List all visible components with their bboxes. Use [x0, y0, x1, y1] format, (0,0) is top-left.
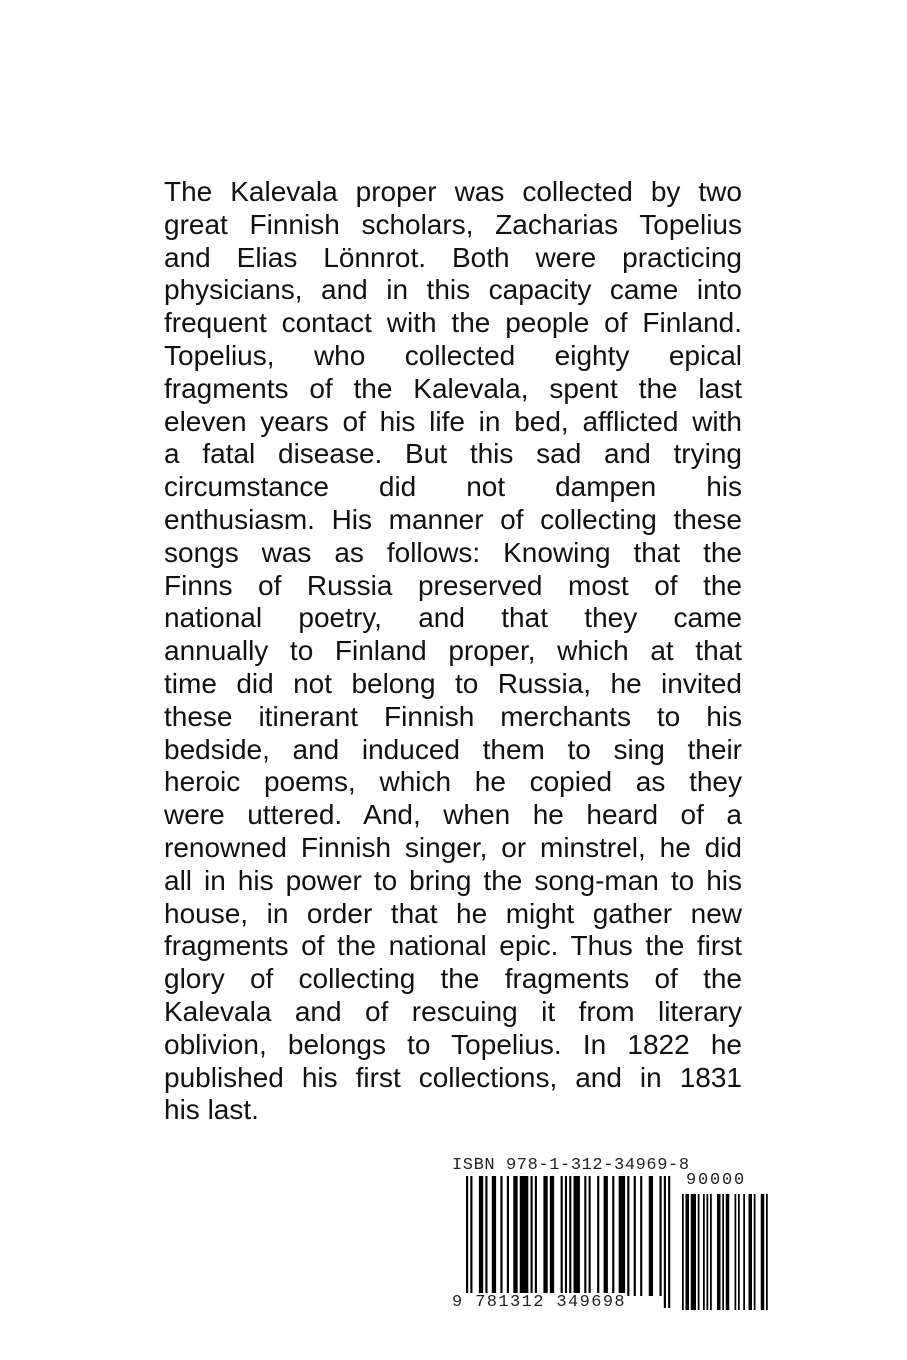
barcode-bar: [619, 1176, 625, 1296]
barcode-bar: [726, 1194, 730, 1310]
barcode-bar: [531, 1176, 533, 1296]
barcode-bar: [682, 1194, 684, 1310]
barcode-bar: [500, 1176, 502, 1296]
barcode-bar: [612, 1176, 614, 1296]
blurb-line-3: and Elias Lönnrot. Both were practicing: [164, 241, 742, 273]
barcode-bar: [707, 1194, 709, 1310]
barcode-bar: [520, 1176, 529, 1296]
barcode-bar: [485, 1176, 487, 1296]
barcode-bar: [691, 1194, 696, 1310]
price-addon-number: 90000: [686, 1171, 747, 1190]
barcode-bar: [589, 1176, 591, 1296]
barcode-bar: [749, 1194, 753, 1310]
ean-digits: 9 781312 349698: [452, 1293, 627, 1312]
blurb-line-29: his last.: [164, 1094, 259, 1126]
ean-barcode-bars: [466, 1176, 672, 1312]
barcode-bar: [507, 1176, 509, 1296]
barcode-bar: [703, 1194, 705, 1310]
blurb-line-11: enthusiasm. His manner of collecting these: [164, 503, 742, 535]
blurb-line-5: frequent contact with the people of Finland.: [164, 307, 742, 339]
addon-barcode: [682, 1194, 768, 1314]
blurb-line-25: glory of collecting the fragments of the: [164, 963, 742, 995]
barcode-bar: [738, 1194, 740, 1310]
barcode-bar: [649, 1176, 653, 1296]
barcode-bar: [569, 1176, 571, 1308]
blurb-line-20: were uttered. And, when he heard of a: [164, 799, 742, 831]
barcode-bar: [735, 1194, 737, 1310]
barcode-bar: [604, 1176, 608, 1296]
barcode-bar: [466, 1176, 468, 1308]
blurb-line-12: songs was as follows: Knowing that the: [164, 536, 742, 568]
barcode-bar: [766, 1194, 768, 1310]
blurb-line-21: renowned Finnish singer, or minstrel, he did: [164, 831, 742, 863]
blurb-line-15: annually to Finland proper, which at that: [164, 635, 742, 667]
barcode-bar: [513, 1176, 517, 1296]
barcode-bar: [561, 1176, 563, 1296]
blurb-line-13: Finns of Russia preserved most of the: [164, 569, 742, 601]
barcode-bar: [565, 1176, 567, 1308]
barcode-bar: [584, 1176, 586, 1296]
barcode-bar: [710, 1194, 712, 1310]
barcode-bar: [574, 1176, 580, 1296]
blurb-line-19: heroic poems, which he copied as they: [164, 766, 742, 798]
barcode-bar: [597, 1176, 599, 1296]
blurb-line-18: bedside, and induced them to sing their: [164, 733, 742, 765]
blurb-line-10: circumstance did not dampen his: [164, 471, 742, 503]
ean-barcode: [466, 1176, 672, 1312]
blurb-line-14: national poetry, and that they came: [164, 602, 742, 634]
barcode-bar: [640, 1176, 642, 1296]
barcode-bar: [550, 1176, 554, 1296]
blurb-line-23: house, in order that he might gather new: [164, 897, 742, 929]
blurb-line-7: fragments of the Kalevala, spent the last: [164, 372, 742, 404]
addon-barcode-bars: [682, 1194, 768, 1314]
blurb-line-2: great Finnish scholars, Zacharias Topelius: [164, 208, 742, 240]
barcode-bar: [627, 1176, 629, 1296]
blurb-line-22: all in his power to bring the song-man to his: [164, 864, 742, 896]
barcode-bar: [754, 1194, 756, 1310]
barcode-bar: [634, 1176, 636, 1296]
blurb-line-9: a fatal disease. But this sad and trying: [164, 438, 742, 470]
barcode-bar: [698, 1194, 700, 1310]
isbn-label: ISBN 978-1-312-34969-8: [452, 1156, 690, 1175]
barcode-bar: [479, 1176, 483, 1296]
barcode-bar: [535, 1176, 537, 1296]
barcode-bar: [470, 1176, 472, 1308]
barcode-bar: [664, 1176, 666, 1308]
back-cover-blurb: [164, 176, 742, 1127]
barcode-bar: [543, 1176, 547, 1296]
barcode-bar: [717, 1194, 721, 1310]
barcode-bar: [668, 1176, 670, 1308]
barcode-bar: [660, 1176, 662, 1296]
blurb-line-28: published his first collections, and in 1831: [164, 1061, 742, 1093]
barcode-bar: [743, 1194, 745, 1310]
blurb-line-24: fragments of the national epic. Thus the first: [164, 930, 742, 962]
blurb-line-1: The Kalevala proper was collected by two: [164, 176, 742, 207]
barcode-bar: [722, 1194, 724, 1310]
blurb-line-8: eleven years of his life in bed, afflicted with: [164, 405, 742, 437]
barcode-bar: [761, 1194, 765, 1310]
blurb-line-16: time did not belong to Russia, he invited: [164, 667, 742, 699]
blurb-line-6: Topelius, who collected eighty epical: [164, 339, 742, 371]
barcode-bar: [492, 1176, 496, 1296]
blurb-line-4: physicians, and in this capacity came into: [164, 274, 742, 306]
blurb-line-17: these itinerant Finnish merchants to his: [164, 700, 742, 732]
barcode-bar: [686, 1194, 690, 1310]
blurb-line-26: Kalevala and of rescuing it from literary: [164, 995, 742, 1027]
blurb-line-27: oblivion, belongs to Topelius. In 1822 he: [164, 1028, 742, 1060]
